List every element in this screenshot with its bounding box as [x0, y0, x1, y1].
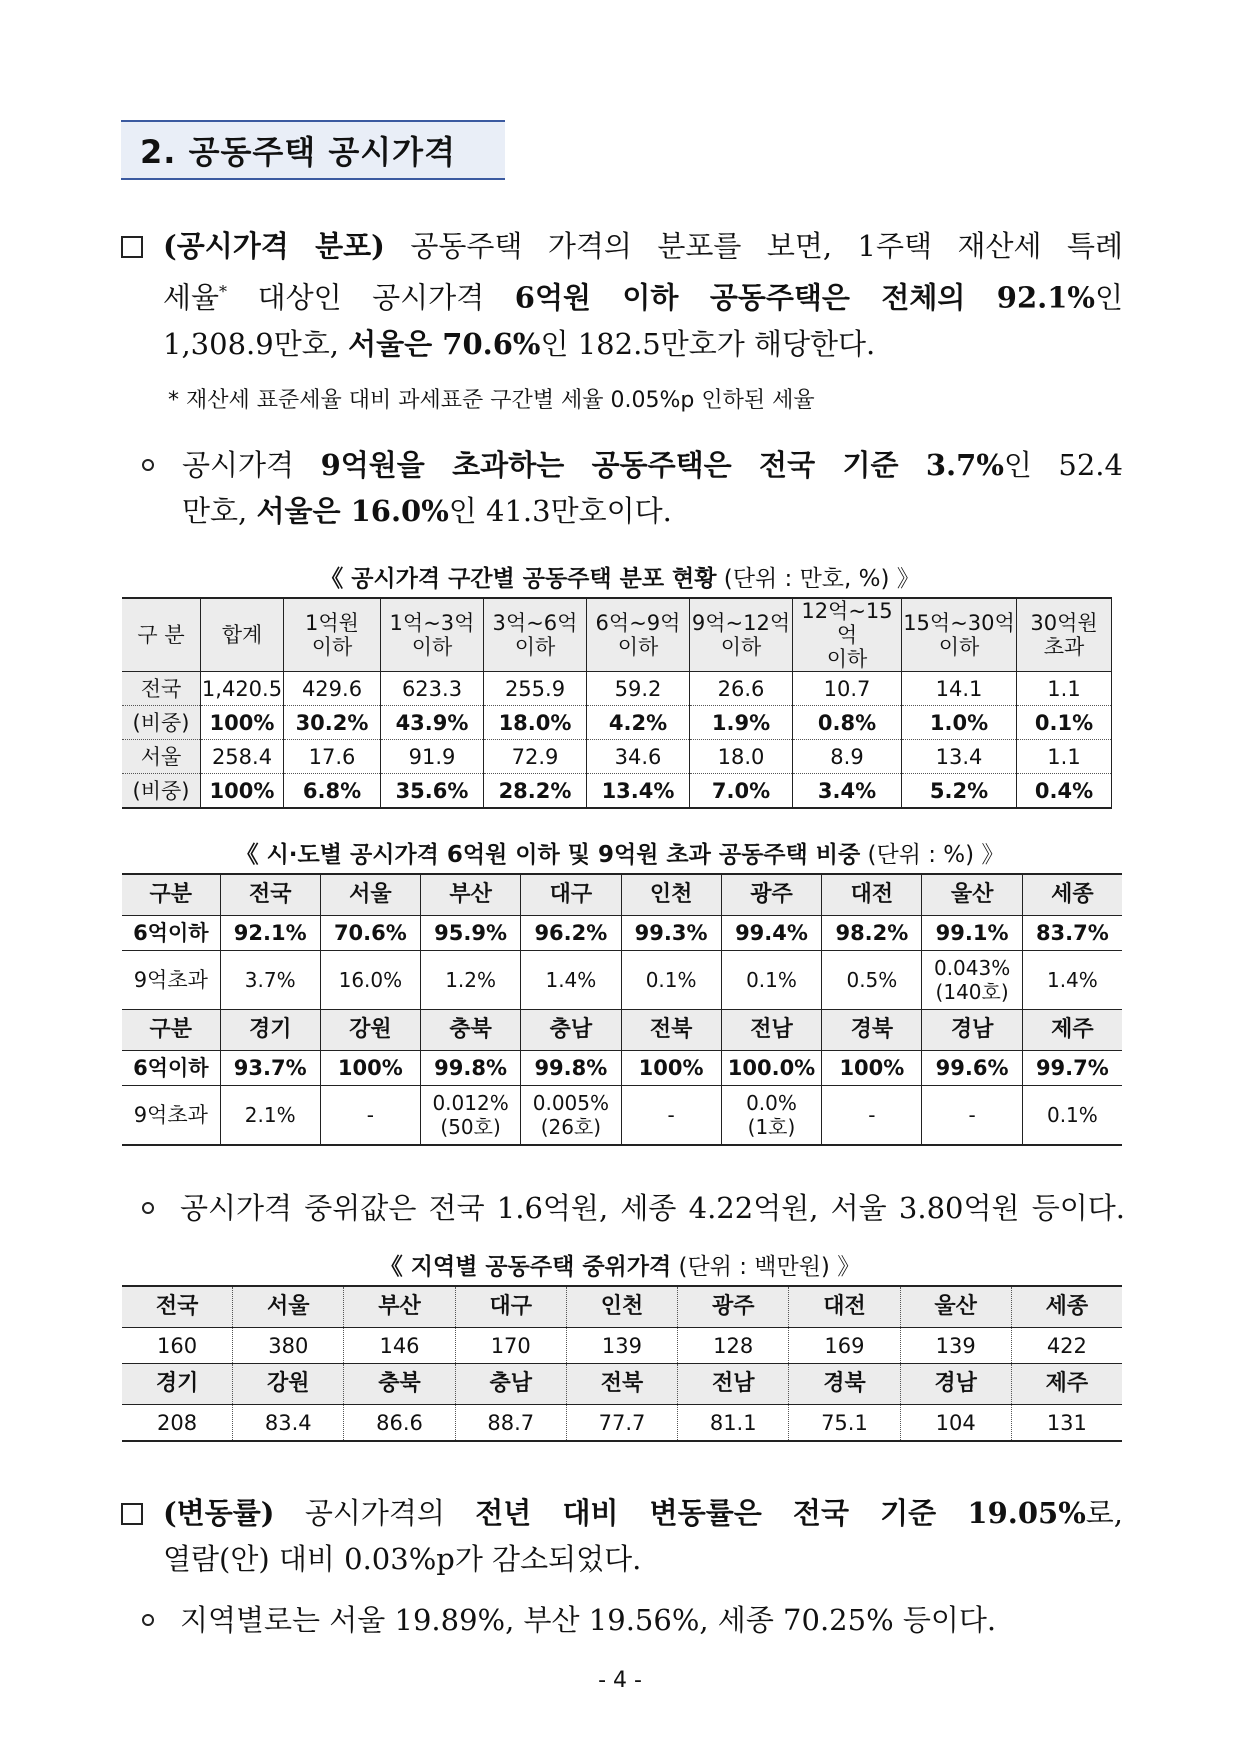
table-cell: 169	[789, 1328, 900, 1364]
table-cell: 100%	[201, 774, 284, 809]
table-cell: 100.0%	[721, 1051, 822, 1086]
table-row	[122, 916, 1122, 951]
distribution-table	[122, 597, 1112, 809]
table-cell: 3.7%	[220, 951, 320, 1010]
table-cell: 128	[678, 1328, 789, 1364]
table-cell: 258.4	[201, 740, 284, 774]
table-cell: 0.1%	[1017, 706, 1112, 740]
table-header-cell: 6억~9억 이하	[587, 598, 690, 672]
bullet1-line1: 공시가격 9억원을 초과하는 공동주택은 전국 기준 3.7%인 52.4	[182, 448, 1123, 482]
table-row	[122, 951, 1122, 1010]
table-cell: 77.7	[566, 1405, 677, 1442]
table-cell: 13.4%	[587, 774, 690, 809]
table-cell: 422	[1011, 1328, 1122, 1364]
table-cell: 34.6	[587, 740, 690, 774]
table-header-cell: 합계	[201, 598, 284, 672]
table-cell: 91.9	[381, 740, 484, 774]
paragraph-distribution	[163, 223, 1123, 367]
table-cell: 서울	[122, 740, 201, 774]
table-cell: 1.1	[1017, 740, 1112, 774]
table-header-cell: 전남	[721, 1010, 822, 1051]
table-header-cell: 전국	[122, 1286, 233, 1328]
table-cell: 18.0%	[484, 706, 587, 740]
table-cell: 98.2%	[822, 916, 922, 951]
table-header-cell: 경남	[900, 1364, 1011, 1405]
table-header-row	[122, 1010, 1122, 1051]
table-cell: 4.2%	[587, 706, 690, 740]
regional-share-table	[122, 873, 1122, 1146]
table-cell: 30.2%	[284, 706, 381, 740]
table-header-cell: 제주	[1011, 1364, 1122, 1405]
para1-line2: 세율* 대상인 공시가격 6억원 이하 공동주택은 전체의 92.1%인	[163, 280, 1123, 315]
table-cell: 75.1	[789, 1405, 900, 1442]
table-header-cell: 세종	[1011, 1286, 1122, 1328]
table-cell: 100%	[822, 1051, 922, 1086]
table-cell: 92.1%	[220, 916, 320, 951]
table-cell: (비중)	[122, 774, 201, 809]
table-row	[122, 706, 1112, 740]
table-header-cell: 충남	[521, 1010, 621, 1051]
table-header-cell: 구 분	[122, 598, 201, 672]
table-cell: 623.3	[381, 672, 484, 706]
checkbox-square-icon	[121, 236, 143, 258]
table-cell: 99.4%	[721, 916, 822, 951]
table-cell: 9억초과	[122, 1086, 220, 1146]
bullet-circle-icon	[142, 459, 154, 471]
table-cell: 0.012% (50호)	[420, 1086, 520, 1146]
table-cell: 43.9%	[381, 706, 484, 740]
table-header-cell: 세종	[1022, 874, 1122, 916]
table-cell: 83.7%	[1022, 916, 1122, 951]
table-cell: 208	[122, 1405, 233, 1442]
table-header-cell: 3억~6억 이하	[484, 598, 587, 672]
para1-line1: (공시가격 분포) 공동주택 가격의 분포를 보면, 1주택 재산세 특례	[163, 229, 1124, 263]
table-header-cell: 구분	[122, 874, 220, 916]
table-header-cell: 1억원 이하	[284, 598, 381, 672]
table-cell: 83.4	[233, 1405, 344, 1442]
bullet1-line2: 만호, 서울은 16.0%인 41.3만호이다.	[182, 494, 672, 528]
table-cell: 160	[122, 1328, 233, 1364]
table-cell: 1.9%	[690, 706, 793, 740]
table-row	[122, 774, 1112, 809]
para1-line3: 1,308.9만호, 서울은 70.6%인 182.5만호가 해당한다.	[163, 326, 876, 361]
table-cell: 0.1%	[621, 951, 721, 1010]
table-cell: 14.1	[902, 672, 1017, 706]
table-cell: 380	[233, 1328, 344, 1364]
table2-title: 《 시·도별 공시가격 6억원 이하 및 9억원 초과 공동주택 비중 (단위 : %) 》	[235, 842, 1005, 868]
table-cell: 0.043% (140호)	[922, 951, 1022, 1010]
table-cell: 100%	[320, 1051, 420, 1086]
table-header-cell: 울산	[900, 1286, 1011, 1328]
median-price-table	[122, 1285, 1122, 1442]
table-cell: 99.8%	[420, 1051, 520, 1086]
table-cell: 전국	[122, 672, 201, 706]
table-header-cell: 대전	[789, 1286, 900, 1328]
table-header-cell: 광주	[678, 1286, 789, 1328]
table-cell: -	[822, 1086, 922, 1146]
table-header-cell: 대구	[455, 1286, 566, 1328]
table-header-row	[122, 598, 1112, 672]
table-cell: 9억초과	[122, 951, 220, 1010]
table-cell: 7.0%	[690, 774, 793, 809]
table-cell: 0.005% (26호)	[521, 1086, 621, 1146]
table-cell: 0.0% (1호)	[721, 1086, 822, 1146]
table-cell: 99.6%	[922, 1051, 1022, 1086]
table-cell: 1.2%	[420, 951, 520, 1010]
table-header-cell: 광주	[721, 874, 822, 916]
table-cell: -	[621, 1086, 721, 1146]
table-header-cell: 경북	[822, 1010, 922, 1051]
bullet-median: 공시가격 중위값은 전국 1.6억원, 세종 4.22억원, 서울 3.80억원 등이다.	[180, 1191, 1125, 1225]
table-row	[122, 1328, 1122, 1364]
checkbox-square-icon	[121, 1503, 143, 1525]
table-header-cell: 전남	[678, 1364, 789, 1405]
table-cell: 26.6	[690, 672, 793, 706]
bullet-circle-icon	[142, 1614, 154, 1626]
table-cell: 1.4%	[1022, 951, 1122, 1010]
table-cell: 70.6%	[320, 916, 420, 951]
table-cell: 100%	[621, 1051, 721, 1086]
table-cell: 10.7	[793, 672, 902, 706]
table-header-cell: 경북	[789, 1364, 900, 1405]
table-cell: 16.0%	[320, 951, 420, 1010]
table-row	[122, 1405, 1122, 1442]
bullet-circle-icon	[142, 1202, 154, 1214]
table-cell: 96.2%	[521, 916, 621, 951]
section-title: 2. 공동주택 공시가격	[140, 133, 456, 171]
table-cell: 88.7	[455, 1405, 566, 1442]
table-header-cell: 충북	[344, 1364, 455, 1405]
table-cell: -	[922, 1086, 1022, 1146]
paragraph-change-rate	[163, 1490, 1123, 1582]
table-cell: 6.8%	[284, 774, 381, 809]
table-cell: 0.8%	[793, 706, 902, 740]
table-cell: 170	[455, 1328, 566, 1364]
table-cell: 2.1%	[220, 1086, 320, 1146]
table-header-cell: 전북	[621, 1010, 721, 1051]
table-cell: 0.5%	[822, 951, 922, 1010]
table-header-row	[122, 874, 1122, 916]
table-cell: 18.0	[690, 740, 793, 774]
table-header-row	[122, 1364, 1122, 1405]
table-cell: 104	[900, 1405, 1011, 1442]
table-cell: 99.8%	[521, 1051, 621, 1086]
table-row	[122, 672, 1112, 706]
table-cell: 0.1%	[1022, 1086, 1122, 1146]
table-cell: 81.1	[678, 1405, 789, 1442]
table-cell: 99.7%	[1022, 1051, 1122, 1086]
table-row	[122, 1051, 1122, 1086]
table-cell: 72.9	[484, 740, 587, 774]
table-row	[122, 740, 1112, 774]
table-cell: 1.4%	[521, 951, 621, 1010]
para2-line2: 열람(안) 대비 0.03%p가 감소되었다.	[163, 1542, 642, 1576]
table-header-cell: 부산	[344, 1286, 455, 1328]
table1-title: 《 공시가격 구간별 공동주택 분포 현황 (단위 : 만호, %) 》	[320, 566, 920, 592]
table-header-cell: 구분	[122, 1010, 220, 1051]
table-cell: 5.2%	[902, 774, 1017, 809]
table-header-cell: 경기	[122, 1364, 233, 1405]
table-header-cell: 15억~30억 이하	[902, 598, 1017, 672]
table-cell: 139	[900, 1328, 1011, 1364]
table-cell: 0.4%	[1017, 774, 1112, 809]
table-header-cell: 제주	[1022, 1010, 1122, 1051]
table-header-cell: 12억~15억 이하	[793, 598, 902, 672]
table-header-cell: 경기	[220, 1010, 320, 1051]
table-header-cell: 전국	[220, 874, 320, 916]
table-cell: 139	[566, 1328, 677, 1364]
table-cell: 100%	[201, 706, 284, 740]
table-cell: 6억이하	[122, 916, 220, 951]
para2-line1: (변동률) 공시가격의 전년 대비 변동률은 전국 기준 19.05%로,	[163, 1496, 1123, 1530]
table-header-cell: 대전	[822, 874, 922, 916]
table-cell: 93.7%	[220, 1051, 320, 1086]
table-cell: 255.9	[484, 672, 587, 706]
table-cell: 0.1%	[721, 951, 822, 1010]
table-header-cell: 부산	[420, 874, 520, 916]
table-cell: 1.0%	[902, 706, 1017, 740]
bullet-regional-change: 지역별로는 서울 19.89%, 부산 19.56%, 세종 70.25% 등이다.	[180, 1603, 997, 1637]
table-cell: (비중)	[122, 706, 201, 740]
table-cell: 99.1%	[922, 916, 1022, 951]
table-header-cell: 전북	[566, 1364, 677, 1405]
table-header-cell: 충남	[455, 1364, 566, 1405]
table-header-cell: 서울	[233, 1286, 344, 1328]
table-header-cell: 울산	[922, 874, 1022, 916]
table-header-cell: 경남	[922, 1010, 1022, 1051]
table-cell: 8.9	[793, 740, 902, 774]
table-cell: 17.6	[284, 740, 381, 774]
table-cell: 99.3%	[621, 916, 721, 951]
table-cell: 429.6	[284, 672, 381, 706]
table-cell: 86.6	[344, 1405, 455, 1442]
table-cell: 146	[344, 1328, 455, 1364]
footnote: * 재산세 표준세율 대비 과세표준 구간별 세율 0.05%p 인하된 세율	[168, 388, 815, 413]
table-header-cell: 9억~12억 이하	[690, 598, 793, 672]
table-header-cell: 30억원 초과	[1017, 598, 1112, 672]
table3-title: 《 지역별 공동주택 중위가격 (단위 : 백만원) 》	[379, 1254, 861, 1280]
table-header-cell: 충북	[420, 1010, 520, 1051]
table-cell: 1.1	[1017, 672, 1112, 706]
table-header-cell: 대구	[521, 874, 621, 916]
table-header-cell: 인천	[621, 874, 721, 916]
page-number: - 4 -	[598, 1668, 642, 1693]
table-cell: 131	[1011, 1405, 1122, 1442]
table-cell: 3.4%	[793, 774, 902, 809]
table-header-cell: 인천	[566, 1286, 677, 1328]
table-row	[122, 1086, 1122, 1146]
table-header-cell: 강원	[233, 1364, 344, 1405]
table-cell: 28.2%	[484, 774, 587, 809]
table-header-cell: 1억~3억 이하	[381, 598, 484, 672]
table-header-cell: 서울	[320, 874, 420, 916]
table-cell: 6억이하	[122, 1051, 220, 1086]
table-cell: 95.9%	[420, 916, 520, 951]
table-cell: 59.2	[587, 672, 690, 706]
table-cell: 13.4	[902, 740, 1017, 774]
table-header-row	[122, 1286, 1122, 1328]
table-cell: -	[320, 1086, 420, 1146]
table-cell: 35.6%	[381, 774, 484, 809]
bullet-over-9eok	[182, 442, 1123, 534]
table-cell: 1,420.5	[201, 672, 284, 706]
table-header-cell: 강원	[320, 1010, 420, 1051]
